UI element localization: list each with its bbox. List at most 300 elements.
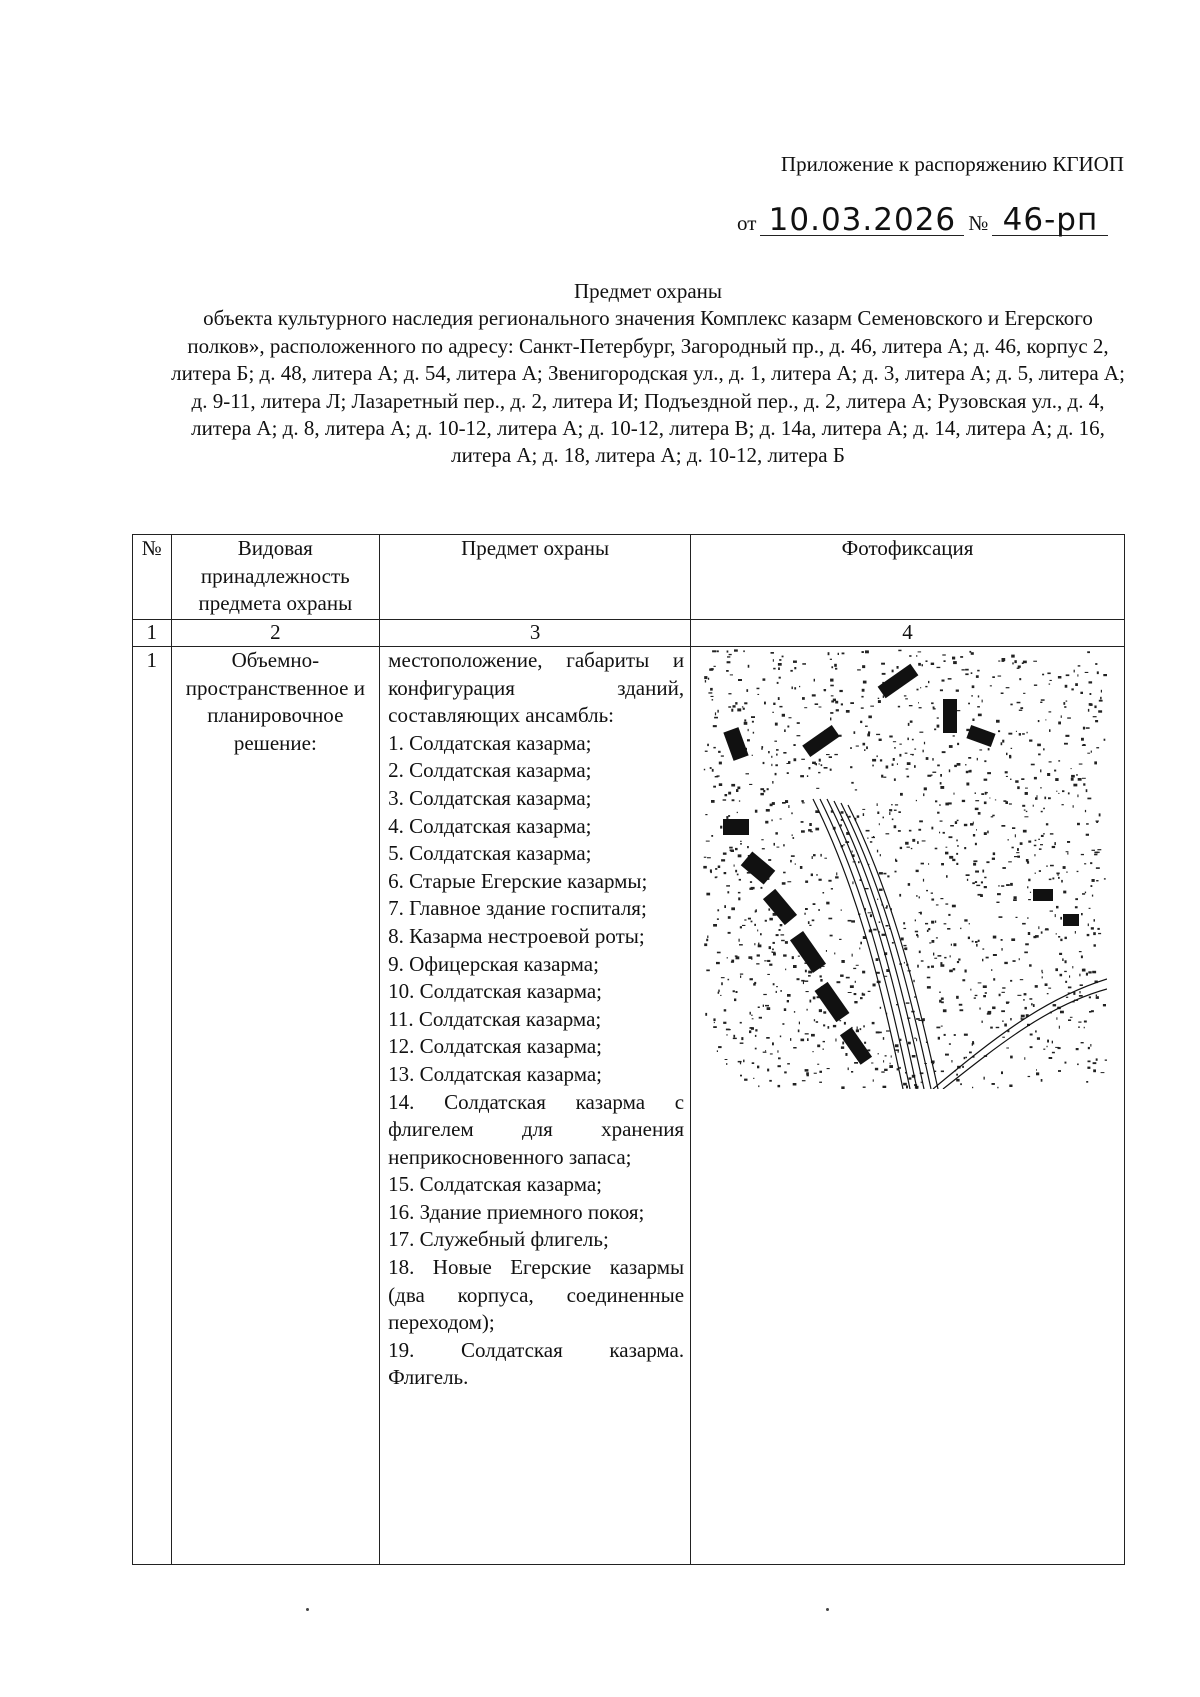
- header-category: Видовая принадлежность предмета охраны: [171, 535, 380, 620]
- plan-speckle: [957, 961, 959, 963]
- plan-speckle: [812, 1051, 813, 1052]
- plan-speckle: [939, 804, 941, 805]
- plan-speckle: [1078, 665, 1081, 666]
- plan-speckle: [991, 969, 992, 971]
- plan-speckle: [959, 1004, 963, 1006]
- plan-speckle: [999, 916, 1003, 918]
- plan-speckle: [1022, 662, 1024, 664]
- plan-speckle: [972, 685, 975, 688]
- plan-speckle: [838, 653, 839, 655]
- plan-speckle: [852, 851, 853, 853]
- plan-speckle: [704, 769, 705, 771]
- plan-speckle: [813, 854, 816, 856]
- plan-speckle: [813, 903, 816, 905]
- plan-speckle: [1002, 987, 1005, 988]
- plan-speckle: [862, 689, 865, 692]
- plan-speckle: [969, 651, 971, 653]
- plan-speckle: [970, 989, 971, 991]
- plan-speckle: [960, 1009, 964, 1011]
- plan-speckle: [851, 1071, 853, 1073]
- plan-speckle: [744, 719, 746, 721]
- plan-speckle: [883, 1037, 884, 1040]
- plan-speckle: [823, 1048, 824, 1050]
- plan-speckle: [1090, 862, 1092, 864]
- plan-speckle: [740, 1022, 742, 1024]
- plan-speckle: [1035, 1030, 1037, 1032]
- plan-speckle: [1092, 879, 1095, 882]
- plan-speckle: [726, 1063, 727, 1065]
- plan-speckle: [861, 696, 863, 698]
- plan-speckle: [1019, 733, 1021, 736]
- plan-speckle: [1056, 933, 1057, 935]
- plan-speckle: [713, 747, 715, 749]
- plan-speckle: [1082, 778, 1086, 779]
- plan-speckle: [773, 659, 774, 662]
- plan-speckle: [883, 817, 885, 819]
- plan-speckle: [883, 1060, 884, 1062]
- plan-speckle: [707, 857, 711, 858]
- plan-speckle: [767, 1069, 769, 1072]
- plan-speckle: [873, 836, 874, 837]
- plan-speckle: [779, 929, 781, 931]
- plan-speckle: [861, 707, 864, 708]
- plan-speckle: [921, 1082, 922, 1084]
- column-number: 4: [691, 620, 1125, 647]
- subject-item: 9. Офицерская казарма;: [388, 951, 599, 976]
- plan-speckle: [760, 793, 764, 795]
- plan-speckle: [739, 944, 743, 945]
- plan-speckle: [862, 651, 864, 653]
- plan-speckle: [942, 751, 946, 753]
- plan-speckle: [1043, 1049, 1045, 1050]
- plan-speckle: [965, 673, 968, 675]
- plan-speckle: [860, 1028, 862, 1030]
- plan-speckle: [973, 863, 976, 866]
- plan-speckle: [1024, 1057, 1025, 1060]
- plan-speckle: [880, 854, 881, 856]
- plan-speckle: [808, 921, 810, 924]
- plan-speckle: [965, 764, 967, 765]
- plan-speckle: [965, 1057, 967, 1059]
- plan-speckle: [992, 815, 994, 817]
- plan-speckle: [1094, 854, 1097, 856]
- plan-speckle: [972, 882, 975, 884]
- plan-speckle: [883, 695, 884, 698]
- plan-speckle: [1001, 1071, 1003, 1074]
- plan-speckle: [883, 873, 886, 875]
- plan-speckle: [1076, 1048, 1079, 1050]
- plan-speckle: [876, 734, 880, 735]
- plan-speckle: [730, 674, 733, 675]
- plan-speckle: [724, 905, 726, 908]
- plan-speckle: [777, 847, 780, 848]
- plan-speckle: [818, 909, 820, 911]
- header-subject: Предмет охраны: [380, 535, 691, 620]
- plan-speckle: [880, 1007, 881, 1009]
- plan-speckle: [813, 997, 816, 1000]
- plan-speckle: [768, 751, 770, 753]
- plan-speckle: [757, 694, 759, 695]
- plan-speckle: [1019, 958, 1020, 960]
- plan-speckle: [977, 706, 980, 707]
- plan-speckle: [982, 959, 983, 962]
- plan-speckle: [1064, 706, 1066, 708]
- plan-speckle: [731, 961, 734, 963]
- plan-speckle: [917, 965, 919, 968]
- plan-speckle: [916, 655, 917, 657]
- subject-item: 12. Солдатская казарма;: [388, 1034, 603, 1059]
- plan-speckle: [1049, 684, 1051, 685]
- plan-speckle: [735, 848, 738, 850]
- plan-speckle: [790, 1038, 791, 1041]
- plan-speckle: [975, 941, 978, 943]
- plan-speckle: [734, 865, 735, 867]
- plan-speckle: [1093, 716, 1097, 717]
- plan-speckle: [1052, 878, 1054, 880]
- plan-speckle: [733, 705, 736, 707]
- plan-speckle: [845, 1053, 847, 1056]
- plan-speckle: [767, 974, 770, 975]
- plan-speckle: [864, 1042, 866, 1044]
- plan-speckle: [1056, 906, 1059, 909]
- plan-speckle: [879, 872, 883, 874]
- plan-speckle: [735, 702, 737, 705]
- plan-speckle: [766, 809, 770, 812]
- plan-speckle: [721, 977, 725, 978]
- plan-speckle: [1002, 992, 1005, 993]
- plan-speckle: [975, 881, 977, 883]
- plan-speckle: [726, 670, 729, 672]
- plan-speckle: [998, 885, 1000, 886]
- plan-speckle: [964, 1034, 968, 1036]
- plan-speckle: [834, 754, 838, 755]
- plan-speckle: [1060, 917, 1062, 920]
- plan-speckle: [1067, 717, 1071, 718]
- plan-speckle: [1008, 733, 1012, 735]
- plan-speckle: [1060, 1011, 1064, 1014]
- plan-speckle: [751, 716, 755, 718]
- plan-speckle: [1058, 1047, 1061, 1049]
- plan-speckle: [841, 1046, 844, 1049]
- plan-speckle: [933, 1062, 934, 1064]
- plan-speckle: [1093, 1062, 1097, 1064]
- plan-speckle: [1091, 751, 1092, 753]
- plan-speckle: [761, 887, 763, 889]
- plan-speckle: [1058, 760, 1060, 761]
- plan-speckle: [1086, 834, 1089, 836]
- plan-speckle: [924, 787, 927, 790]
- plan-speckle: [784, 1071, 787, 1073]
- plan-speckle: [1081, 956, 1083, 959]
- plan-speckle: [1022, 805, 1025, 807]
- plan-speckle: [710, 871, 712, 873]
- plan-speckle: [1058, 877, 1060, 879]
- plan-speckle: [785, 969, 786, 971]
- plan-speckle: [940, 821, 943, 822]
- plan-speckle: [787, 772, 789, 774]
- plan-speckle: [807, 1009, 808, 1011]
- plan-speckle: [1050, 680, 1052, 681]
- plan-speckle: [772, 949, 774, 951]
- plan-speckle: [804, 913, 805, 915]
- plan-speckle: [872, 759, 876, 762]
- plan-speckle: [777, 1050, 778, 1052]
- plan-speckle: [1016, 731, 1017, 732]
- plan-speckle: [954, 793, 955, 795]
- plan-speckle: [1057, 874, 1059, 875]
- plan-speckle: [738, 892, 741, 894]
- plan-speckle: [972, 1043, 973, 1046]
- plan-speckle: [859, 948, 860, 950]
- plan-speckle: [1006, 687, 1010, 688]
- plan-speckle: [844, 961, 845, 963]
- plan-speckle: [726, 1029, 730, 1031]
- plan-speckle: [711, 800, 715, 803]
- plan-speckle: [756, 963, 759, 964]
- plan-speckle: [748, 665, 750, 668]
- plan-speckle: [817, 1064, 819, 1065]
- plan-speckle: [1075, 898, 1078, 900]
- plan-speckle: [932, 940, 935, 943]
- plan-speckle: [898, 650, 901, 652]
- plan-speckle: [1064, 743, 1068, 745]
- plan-speckle: [923, 879, 924, 882]
- plan-speckle: [1035, 985, 1038, 988]
- plan-speckle: [1043, 808, 1045, 810]
- plan-speckle: [793, 965, 797, 968]
- plan-speckle: [946, 847, 948, 848]
- plan-speckle: [1040, 844, 1043, 845]
- plan-speckle: [987, 1013, 991, 1015]
- plan-speckle: [1029, 964, 1032, 966]
- plan-speckle: [1019, 678, 1021, 680]
- plan-speckle: [805, 1069, 809, 1072]
- plan-speckle: [706, 970, 710, 972]
- plan-speckle: [747, 739, 750, 741]
- plan-speckle: [826, 902, 829, 905]
- plan-speckle: [1086, 1081, 1088, 1083]
- plan-speckle: [957, 820, 959, 821]
- plan-speckle: [735, 870, 737, 873]
- plan-speckle: [749, 1030, 751, 1033]
- plan-speckle: [1089, 681, 1093, 683]
- plan-speckle: [886, 766, 889, 769]
- plan-speckle: [962, 800, 965, 802]
- plan-speckle: [1009, 1085, 1012, 1088]
- plan-speckle: [1081, 913, 1083, 915]
- plan-speckle: [1001, 948, 1002, 951]
- plan-speckle: [1089, 703, 1092, 706]
- plan-speckle: [729, 847, 733, 849]
- plan-speckle: [919, 820, 923, 822]
- plan-speckle: [873, 1079, 874, 1081]
- plan-speckle: [1065, 1062, 1067, 1064]
- plan-speckle: [856, 746, 859, 747]
- plan-speckle: [1079, 995, 1083, 997]
- plan-speckle: [1059, 953, 1062, 955]
- plan-speckle: [909, 830, 912, 832]
- plan-speckle: [717, 918, 719, 920]
- plan-speckle: [865, 726, 868, 727]
- plan-speckle: [765, 1050, 766, 1051]
- plan-speckle: [982, 700, 983, 703]
- plan-speckle: [824, 767, 828, 769]
- plan-speckle: [749, 784, 752, 785]
- plan-speckle: [807, 1038, 809, 1041]
- plan-speckle: [931, 775, 933, 776]
- plan-speckle: [1046, 823, 1048, 825]
- plan-speckle: [1082, 893, 1085, 895]
- plan-speckle: [799, 1022, 800, 1025]
- plan-speckle: [805, 908, 808, 910]
- plan-speckle: [916, 1018, 920, 1020]
- plan-speckle: [1037, 795, 1038, 798]
- plan-speckle: [780, 1036, 781, 1038]
- plan-speckle: [852, 954, 853, 957]
- plan-speckle: [828, 1026, 830, 1029]
- plan-speckle: [805, 970, 807, 973]
- plan-speckle: [864, 749, 866, 751]
- plan-speckle: [727, 891, 729, 893]
- plan-speckle: [785, 941, 788, 944]
- plan-speckle: [941, 1026, 943, 1027]
- plan-speckle: [1063, 891, 1066, 894]
- plan-speckle: [1010, 779, 1012, 780]
- plan-speckle: [903, 928, 906, 929]
- plan-speckle: [793, 744, 795, 746]
- plan-speckle: [1058, 936, 1060, 938]
- plan-speckle: [998, 676, 1002, 677]
- plan-speckle: [1075, 906, 1078, 908]
- plan-speckle: [783, 844, 785, 846]
- plan-speckle: [766, 1037, 770, 1039]
- plan-speckle: [975, 800, 979, 801]
- plan-speckle: [705, 680, 706, 682]
- plan-speckle: [937, 812, 939, 814]
- plan-speckle: [1079, 951, 1082, 952]
- plan-speckle: [781, 934, 785, 935]
- plan-speckle: [1023, 693, 1025, 694]
- plan-speckle: [792, 956, 794, 959]
- plan-speckle: [733, 1038, 737, 1039]
- plan-speckle: [808, 971, 812, 974]
- plan-speckle: [761, 746, 763, 748]
- plan-speckle: [773, 942, 775, 944]
- plan-speckle: [737, 787, 740, 790]
- plan-speckle: [1048, 797, 1051, 799]
- plan-speckle: [916, 895, 918, 897]
- plan-speckle: [993, 936, 997, 939]
- plan-speckle: [1033, 1004, 1035, 1007]
- plan-speckle: [1004, 1024, 1007, 1027]
- plan-speckle: [1065, 735, 1069, 737]
- plan-speckle: [804, 707, 807, 708]
- plan-speckle: [966, 771, 969, 773]
- plan-speckle: [782, 656, 784, 658]
- subject-item: 18. Новые Егерские казармы (два корпуса, соединенные переходом);: [388, 1255, 685, 1335]
- plan-speckle: [717, 710, 718, 713]
- plan-speckle: [949, 769, 950, 772]
- plan-speckle: [912, 739, 914, 741]
- plan-speckle: [942, 654, 946, 655]
- plan-speckle: [964, 824, 967, 826]
- plan-speckle: [976, 829, 977, 830]
- plan-speckle: [984, 779, 988, 781]
- plan-speckle: [931, 702, 934, 704]
- plan-speckle: [941, 863, 944, 865]
- plan-speckle: [824, 689, 827, 690]
- plan-speckle: [706, 939, 708, 942]
- plan-speckle: [1042, 972, 1043, 973]
- plan-speckle: [803, 981, 804, 984]
- plan-speckle: [982, 870, 984, 873]
- scan-mark: [306, 1608, 309, 1611]
- plan-speckle: [711, 696, 714, 697]
- plan-speckle: [923, 750, 924, 753]
- plan-speckle: [894, 810, 897, 811]
- plan-speckle: [953, 735, 955, 736]
- plan-speckle: [718, 992, 720, 994]
- plan-speckle: [1025, 792, 1028, 795]
- plan-speckle: [1047, 673, 1050, 675]
- plan-speckle: [1089, 996, 1091, 998]
- plan-speckle: [935, 921, 936, 923]
- plan-speckle: [775, 764, 778, 766]
- plan-speckle: [996, 1027, 1000, 1028]
- plan-speckle: [793, 661, 797, 663]
- plan-speckle: [773, 668, 775, 670]
- plan-speckle: [1041, 811, 1043, 813]
- plan-speckle: [780, 818, 782, 819]
- plan-speckle: [892, 670, 894, 673]
- plan-speckle: [895, 1044, 899, 1047]
- plan-speckle: [1015, 780, 1018, 783]
- plan-speckle: [824, 858, 827, 859]
- plan-speckle: [933, 708, 936, 709]
- plan-speckle: [988, 748, 990, 750]
- plan-speckle: [996, 720, 1000, 723]
- plan-speckle: [975, 871, 979, 873]
- plan-speckle: [1086, 823, 1089, 825]
- plan-speckle: [814, 1073, 817, 1074]
- plan-speckle: [812, 856, 813, 859]
- plan-speckle: [905, 753, 908, 754]
- plan-speckle: [947, 928, 950, 930]
- plan-speckle: [816, 874, 818, 875]
- plan-speckle: [705, 1013, 707, 1016]
- plan-speckle: [933, 953, 934, 956]
- plan-speckle: [962, 669, 965, 670]
- plan-speckle: [757, 954, 760, 956]
- plan-speckle: [1068, 1019, 1071, 1021]
- plan-speckle: [805, 881, 808, 883]
- plan-speckle: [949, 856, 953, 859]
- plan-speckle: [820, 979, 822, 982]
- plan-speckle: [715, 877, 717, 879]
- plan-speckle: [1103, 1004, 1106, 1006]
- plan-speckle: [736, 956, 740, 959]
- plan-speckle: [931, 921, 934, 924]
- plan-speckle: [940, 782, 942, 784]
- plan-speckle: [744, 702, 747, 704]
- plan-speckle: [1065, 981, 1067, 983]
- plan-speckle: [1086, 973, 1088, 976]
- plan-speckle: [1055, 778, 1058, 781]
- plan-speckle: [917, 841, 919, 844]
- plan-speckle: [1028, 932, 1030, 935]
- plan-speckle: [834, 664, 837, 667]
- plan-speckle: [1030, 892, 1031, 893]
